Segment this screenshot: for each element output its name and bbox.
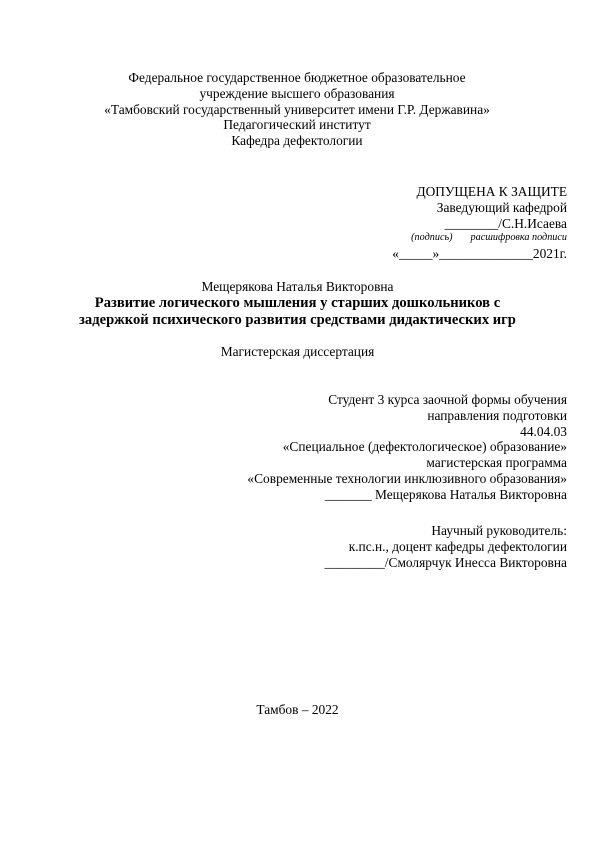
institution-header: [0, 70, 595, 149]
supervisor-signature-line: _________/Смолярчук Инесса Викторовна: [324, 554, 567, 570]
approval-position: Заведующий кафедрой: [436, 199, 567, 215]
student-line-2: направления подготовки: [427, 407, 567, 423]
supervisor-line-1: Научный руководитель:: [431, 523, 567, 538]
thesis-title-line-2: задержкой психического развития средствами дидактических игр: [79, 312, 516, 329]
thesis-title-line-1: Развитие логического мышления у старших дошкольников с: [94, 294, 501, 311]
footer-block: [0, 702, 595, 718]
institution-line-5: Кафедра дефектологии: [231, 133, 363, 149]
institution-line-2: учреждение высшего образования: [199, 85, 395, 101]
title-block: [0, 279, 595, 330]
supervisor-block: [325, 523, 567, 570]
student-line-5: магистерская программа: [426, 455, 567, 471]
supervisor-line-2: к.пс.н., доцент кафедры дефектологии: [348, 538, 567, 554]
author-name: Мещерякова Наталья Викторовна: [201, 279, 394, 294]
student-line-6: «Современные технологии инклюзивного образования»: [247, 470, 567, 486]
student-signature-line: _______ Мещерякова Наталья Викторовна: [324, 486, 567, 502]
student-line-3: 44.04.03: [520, 423, 567, 439]
approval-signature-line: ________/С.Н.Исаева: [444, 215, 567, 231]
thesis-type-block: [0, 344, 595, 360]
student-line-1: Студент 3 курса заочной формы обучения: [328, 392, 567, 407]
student-block: [247, 392, 567, 503]
caption-decode: расшифровка подписи: [470, 232, 567, 244]
approval-title: ДОПУЩЕНА К ЗАЩИТЕ: [416, 184, 567, 199]
approval-block: [392, 184, 567, 262]
city-year: Тамбов – 2022: [256, 702, 339, 717]
signature-caption: [392, 232, 567, 244]
institution-line-4: Педагогический институт: [223, 117, 371, 133]
institution-line-3: «Тамбовский государственный университет имени Г.Р. Державина»: [104, 101, 490, 117]
approval-date-line: «_____»______________2021г.: [392, 246, 567, 262]
student-line-4: «Специальное (дефектологическое) образование»: [282, 439, 567, 455]
institution-line-1: Федеральное государственное бюджетное образовательное: [128, 70, 466, 85]
caption-signature: (подпись): [411, 232, 453, 244]
thesis-type: Магистерская диссертация: [220, 344, 375, 359]
